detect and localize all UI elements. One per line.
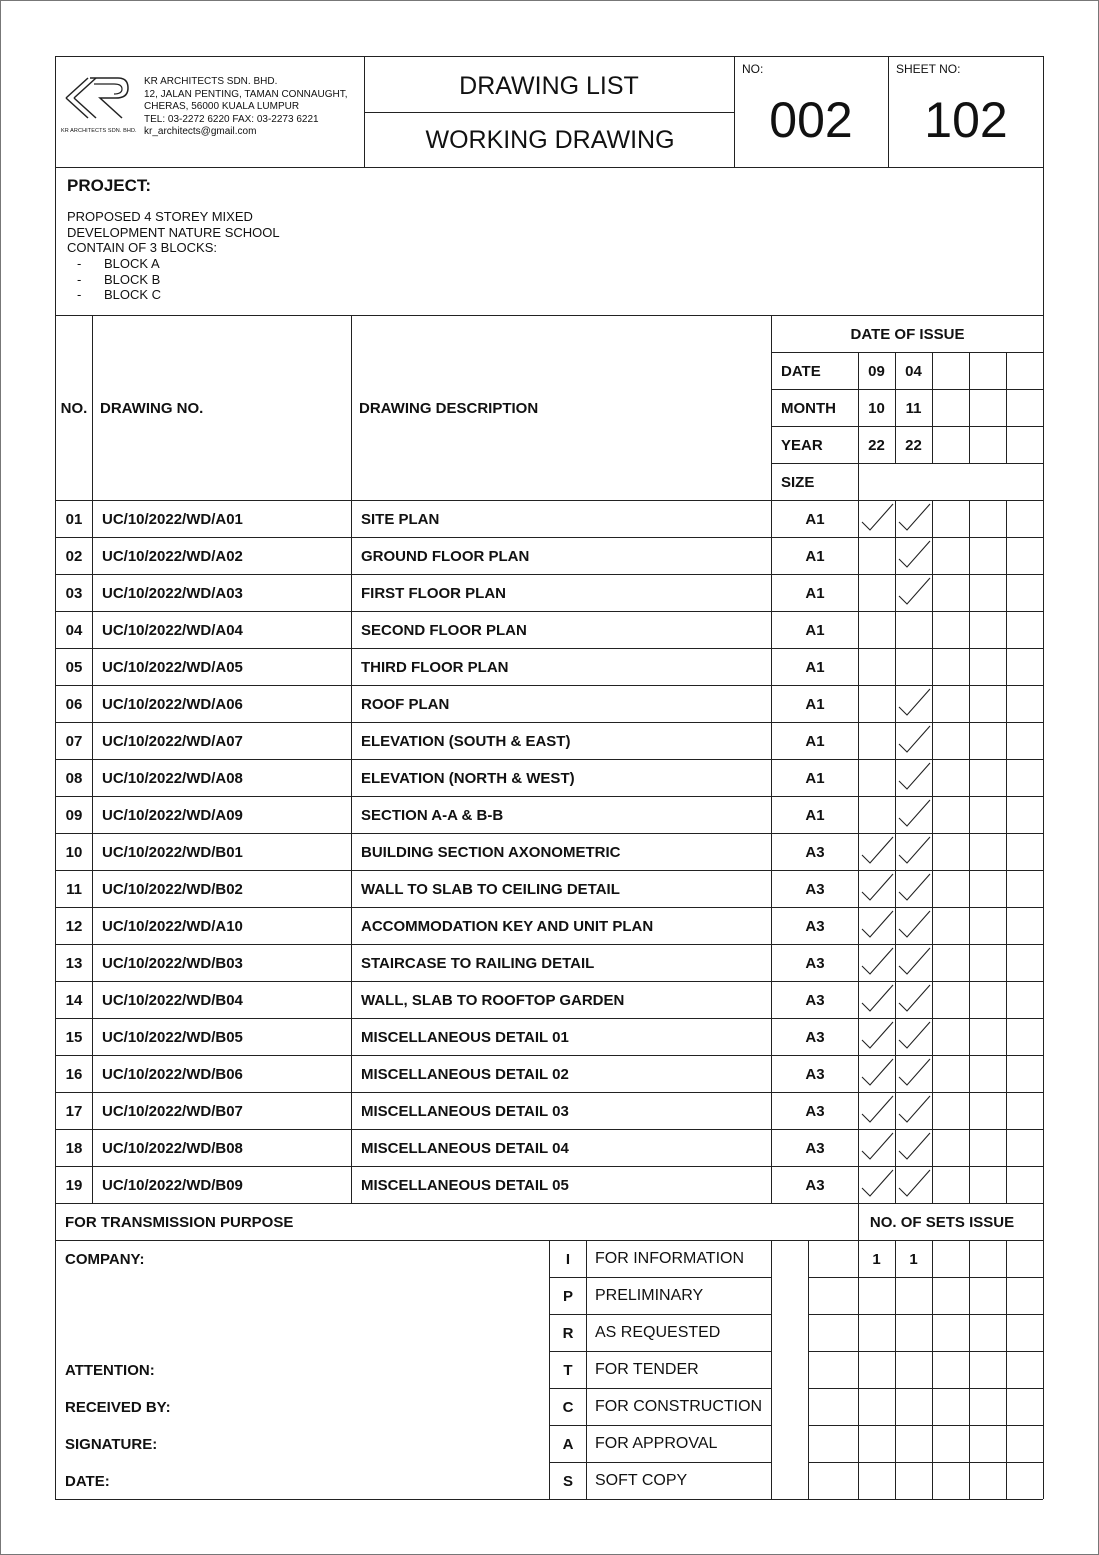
purpose-label: AS REQUESTED	[595, 1324, 721, 1341]
grid-line	[808, 1462, 1043, 1463]
grid-line	[55, 1055, 1043, 1056]
grid-line	[586, 1240, 587, 1499]
drawing-description: MISCELLANEOUS DETAIL 01	[361, 1028, 569, 1046]
purpose-label: FOR APPROVAL	[595, 1435, 718, 1452]
sets-count: 1	[872, 1250, 881, 1268]
grid-line	[55, 1203, 1043, 1204]
drawing-number: UC/10/2022/WD/B07	[102, 1102, 243, 1120]
grid-line	[771, 352, 1043, 353]
block-bullet: -	[77, 272, 82, 287]
drawing-description: MISCELLANEOUS DETAIL 02	[361, 1065, 569, 1083]
grid-line	[932, 500, 933, 1203]
check-mark-icon	[859, 982, 895, 1018]
row-number: 14	[65, 991, 83, 1009]
drawing-number: UC/10/2022/WD/A09	[102, 806, 243, 824]
row-number: 13	[65, 954, 83, 972]
company-logo-icon	[60, 72, 138, 124]
sheet-no: 102	[924, 92, 1008, 148]
grid-line	[808, 1388, 1043, 1389]
sets-count	[858, 1426, 895, 1462]
purpose-code: R	[562, 1324, 574, 1342]
issue-month-value: 11	[905, 399, 922, 417]
grid-line	[549, 1351, 771, 1352]
check-mark-icon	[859, 1167, 895, 1203]
block-name: BLOCK B	[104, 272, 161, 287]
grid-line	[55, 537, 1043, 538]
grid-line	[1006, 1240, 1007, 1499]
drawing-description: WALL, SLAB TO ROOFTOP GARDEN	[361, 991, 625, 1009]
block-bullet: -	[77, 287, 82, 302]
grid-line	[549, 1462, 771, 1463]
paper-size: A1	[805, 695, 825, 713]
row-number: 04	[65, 621, 83, 639]
paper-size: A1	[805, 658, 825, 676]
project-line: DEVELOPMENT NATURE SCHOOL	[67, 225, 280, 240]
grid-line	[55, 981, 1043, 982]
company-email: kr_architects@gmail.com	[144, 126, 257, 137]
paper-size: A3	[805, 954, 825, 972]
sets-count	[858, 1278, 895, 1314]
purpose-label: SOFT COPY	[595, 1472, 688, 1489]
drawing-number: UC/10/2022/WD/B01	[102, 843, 243, 861]
grid-line	[969, 1240, 970, 1499]
paper-size: A3	[805, 1028, 825, 1046]
drawing-description: SECOND FLOOR PLAN	[361, 621, 527, 639]
sets-count	[858, 1389, 895, 1425]
date-field-label: DATE:	[65, 1472, 110, 1490]
purpose-code: A	[562, 1435, 574, 1453]
check-mark-icon	[859, 1056, 895, 1092]
grid-line	[858, 1203, 859, 1240]
check-mark-icon	[896, 1130, 932, 1166]
size-row-label: SIZE	[781, 473, 815, 491]
grid-line	[55, 315, 1043, 316]
drawing-number: UC/10/2022/WD/B09	[102, 1176, 243, 1194]
drawing-number: UC/10/2022/WD/A07	[102, 732, 243, 750]
grid-line	[55, 722, 1043, 723]
check-mark-icon	[859, 945, 895, 981]
row-number: 03	[65, 584, 83, 602]
grid-line	[55, 1018, 1043, 1019]
paper-size: A3	[805, 1176, 825, 1194]
issue-date-value: 04	[905, 362, 922, 380]
sets-count	[895, 1426, 932, 1462]
check-mark-icon	[896, 1167, 932, 1203]
sets-count	[895, 1315, 932, 1351]
date-row-label: DATE	[781, 362, 821, 380]
check-mark-icon	[896, 871, 932, 907]
grid-line	[549, 1425, 771, 1426]
issue-month-value: 10	[868, 399, 885, 417]
grid-line	[55, 56, 1043, 57]
purpose-code: C	[562, 1398, 574, 1416]
drawing-list-no-label: NO:	[742, 62, 764, 76]
paper-size: A1	[805, 510, 825, 528]
company-phone: TEL: 03-2272 6220 FAX: 03-2273 6221	[144, 114, 319, 125]
grid-line	[55, 1129, 1043, 1130]
paper-size: A3	[805, 991, 825, 1009]
purpose-code: T	[563, 1361, 573, 1379]
grid-line	[55, 944, 1043, 945]
column-header-drawing-no: DRAWING NO.	[100, 399, 204, 417]
grid-line	[932, 352, 933, 463]
drawing-description: ELEVATION (NORTH & WEST)	[361, 769, 575, 787]
sets-count: 1	[909, 1250, 918, 1268]
sets-issue-label: NO. OF SETS ISSUE	[869, 1213, 1015, 1231]
column-header-description: DRAWING DESCRIPTION	[359, 399, 539, 417]
signature-field-label: SIGNATURE:	[65, 1435, 158, 1453]
purpose-label: FOR TENDER	[595, 1361, 699, 1378]
paper-size: A3	[805, 843, 825, 861]
drawing-description: MISCELLANEOUS DETAIL 05	[361, 1176, 569, 1194]
sheet-no-label: SHEET NO:	[896, 62, 961, 76]
grid-line	[55, 685, 1043, 686]
check-mark-icon	[896, 501, 932, 537]
sets-count	[858, 1315, 895, 1351]
grid-line	[1006, 352, 1007, 463]
drawing-description: ROOF PLAN	[361, 695, 450, 713]
sets-count	[858, 1352, 895, 1388]
drawing-number: UC/10/2022/WD/A05	[102, 658, 243, 676]
row-number: 05	[65, 658, 83, 676]
grid-line	[895, 500, 896, 1203]
grid-line	[55, 907, 1043, 908]
grid-line	[969, 500, 970, 1203]
date-of-issue-header: DATE OF ISSUE	[850, 325, 965, 343]
issue-year-value: 22	[905, 436, 922, 454]
issue-date-value: 09	[868, 362, 885, 380]
drawing-number: UC/10/2022/WD/B03	[102, 954, 243, 972]
project-line: PROPOSED 4 STOREY MIXED	[67, 209, 253, 224]
drawing-description: WALL TO SLAB TO CEILING DETAIL	[361, 880, 620, 898]
check-mark-icon	[859, 1019, 895, 1055]
grid-line	[734, 56, 735, 167]
purpose-label: PRELIMINARY	[595, 1287, 704, 1304]
row-number: 15	[65, 1028, 83, 1046]
row-number: 09	[65, 806, 83, 824]
column-header-no: NO.	[60, 399, 88, 417]
drawing-description: BUILDING SECTION AXONOMETRIC	[361, 843, 621, 861]
check-mark-icon	[859, 871, 895, 907]
grid-line	[969, 352, 970, 463]
sets-count	[858, 1463, 895, 1499]
grid-line	[932, 1240, 933, 1499]
document-title: DRAWING LIST	[459, 71, 639, 100]
drawing-number: UC/10/2022/WD/A02	[102, 547, 243, 565]
purpose-code: S	[562, 1472, 573, 1490]
grid-line	[55, 1499, 1043, 1500]
drawing-number: UC/10/2022/WD/B04	[102, 991, 243, 1009]
received-by-field-label: RECEIVED BY:	[65, 1398, 171, 1416]
sets-count	[895, 1352, 932, 1388]
grid-line	[888, 56, 889, 167]
grid-line	[895, 1240, 896, 1499]
grid-line	[808, 1351, 1043, 1352]
logo-caption: KR ARCHITECTS SDN. BHD.	[61, 128, 137, 134]
year-row-label: YEAR	[781, 436, 823, 454]
block-name: BLOCK A	[104, 256, 160, 271]
check-mark-icon	[896, 760, 932, 796]
drawing-number: UC/10/2022/WD/B08	[102, 1139, 243, 1157]
drawing-description: STAIRCASE TO RAILING DETAIL	[361, 954, 595, 972]
project-line: CONTAIN OF 3 BLOCKS:	[67, 240, 218, 255]
drawing-number: UC/10/2022/WD/A06	[102, 695, 243, 713]
block-bullet: -	[77, 256, 82, 271]
company-field-label: COMPANY:	[65, 1250, 145, 1268]
row-number: 11	[66, 880, 82, 898]
check-mark-icon	[896, 575, 932, 611]
check-mark-icon	[859, 834, 895, 870]
check-mark-icon	[859, 1130, 895, 1166]
drawing-number: UC/10/2022/WD/B02	[102, 880, 243, 898]
row-number: 12	[65, 917, 83, 935]
paper-size: A1	[805, 584, 825, 602]
grid-line	[55, 833, 1043, 834]
sets-count	[895, 1463, 932, 1499]
grid-line	[808, 1240, 809, 1499]
check-mark-icon	[896, 538, 932, 574]
grid-line	[55, 1092, 1043, 1093]
row-number: 19	[65, 1176, 83, 1194]
company-address-line2: CHERAS, 56000 KUALA LUMPUR	[144, 101, 300, 112]
grid-line	[549, 1277, 771, 1278]
document-subtitle: WORKING DRAWING	[425, 125, 675, 154]
drawing-description: SECTION A-A & B-B	[361, 806, 504, 824]
drawing-description: ACCOMMODATION KEY AND UNIT PLAN	[361, 917, 654, 935]
grid-line	[808, 1277, 1043, 1278]
grid-line	[55, 1166, 1043, 1167]
check-mark-icon	[896, 945, 932, 981]
purpose-label: FOR CONSTRUCTION	[595, 1398, 763, 1415]
paper-size: A3	[805, 917, 825, 935]
grid-line	[1043, 56, 1044, 1499]
grid-line	[364, 112, 734, 113]
grid-line	[858, 1240, 859, 1499]
check-mark-icon	[859, 1093, 895, 1129]
check-mark-icon	[896, 723, 932, 759]
grid-line	[771, 463, 1043, 464]
paper-size: A3	[805, 880, 825, 898]
grid-line	[858, 352, 859, 1203]
issue-year-value: 22	[868, 436, 885, 454]
row-number: 08	[65, 769, 83, 787]
drawing-description: THIRD FLOOR PLAN	[361, 658, 509, 676]
grid-line	[55, 648, 1043, 649]
check-mark-icon	[896, 982, 932, 1018]
check-mark-icon	[896, 1056, 932, 1092]
grid-line	[808, 1425, 1043, 1426]
drawing-number: UC/10/2022/WD/A10	[102, 917, 243, 935]
check-mark-icon	[859, 501, 895, 537]
company-name: KR ARCHITECTS SDN. BHD.	[144, 76, 278, 87]
row-number: 18	[65, 1139, 83, 1157]
row-number: 17	[65, 1102, 83, 1120]
grid-line	[771, 389, 1043, 390]
grid-line	[55, 167, 1043, 168]
purpose-label: FOR INFORMATION	[595, 1250, 745, 1267]
sets-count	[895, 1389, 932, 1425]
row-number: 10	[65, 843, 83, 861]
grid-line	[55, 56, 56, 1499]
grid-line	[549, 1388, 771, 1389]
sets-count	[895, 1278, 932, 1314]
grid-line	[549, 1240, 550, 1499]
company-address-line1: 12, JALAN PENTING, TAMAN CONNAUGHT,	[144, 89, 348, 100]
check-mark-icon	[859, 908, 895, 944]
grid-line	[549, 1314, 771, 1315]
drawing-description: MISCELLANEOUS DETAIL 03	[361, 1102, 569, 1120]
drawing-number: UC/10/2022/WD/A03	[102, 584, 243, 602]
paper-size: A3	[805, 1065, 825, 1083]
grid-line	[771, 1240, 772, 1499]
check-mark-icon	[896, 797, 932, 833]
paper-size: A3	[805, 1139, 825, 1157]
row-number: 01	[65, 510, 83, 528]
month-row-label: MONTH	[781, 399, 836, 417]
drawing-description: FIRST FLOOR PLAN	[361, 584, 506, 602]
drawing-description: SITE PLAN	[361, 510, 440, 528]
row-number: 06	[65, 695, 83, 713]
drawing-number: UC/10/2022/WD/B05	[102, 1028, 243, 1046]
drawing-number: UC/10/2022/WD/B06	[102, 1065, 243, 1083]
paper-size: A1	[805, 732, 825, 750]
check-mark-icon	[896, 1019, 932, 1055]
check-mark-icon	[896, 686, 932, 722]
grid-line	[55, 759, 1043, 760]
row-number: 02	[65, 547, 83, 565]
drawing-number: UC/10/2022/WD/A04	[102, 621, 243, 639]
paper-size: A1	[805, 547, 825, 565]
block-name: BLOCK C	[104, 287, 162, 302]
grid-line	[1006, 500, 1007, 1203]
paper-size: A1	[805, 769, 825, 787]
check-mark-icon	[896, 908, 932, 944]
purpose-code: I	[565, 1250, 571, 1268]
drawing-description: MISCELLANEOUS DETAIL 04	[361, 1139, 569, 1157]
paper-size: A3	[805, 1102, 825, 1120]
grid-line	[771, 426, 1043, 427]
grid-line	[808, 1314, 1043, 1315]
drawing-list-no: 002	[769, 92, 853, 148]
grid-line	[895, 352, 896, 463]
drawing-description: ELEVATION (SOUTH & EAST)	[361, 732, 571, 750]
check-mark-icon	[896, 1093, 932, 1129]
transmission-purpose-label: FOR TRANSMISSION PURPOSE	[65, 1213, 294, 1231]
drawing-number: UC/10/2022/WD/A08	[102, 769, 243, 787]
paper-size: A1	[805, 806, 825, 824]
purpose-code: P	[562, 1287, 573, 1305]
grid-line	[55, 611, 1043, 612]
check-mark-icon	[896, 834, 932, 870]
grid-line	[55, 574, 1043, 575]
project-label: PROJECT:	[67, 176, 152, 195]
drawing-number: UC/10/2022/WD/A01	[102, 510, 243, 528]
drawing-description: GROUND FLOOR PLAN	[361, 547, 530, 565]
paper-size: A1	[805, 621, 825, 639]
attention-field-label: ATTENTION:	[65, 1361, 155, 1379]
row-number: 07	[65, 732, 83, 750]
grid-line	[55, 796, 1043, 797]
grid-line	[55, 870, 1043, 871]
row-number: 16	[65, 1065, 83, 1083]
